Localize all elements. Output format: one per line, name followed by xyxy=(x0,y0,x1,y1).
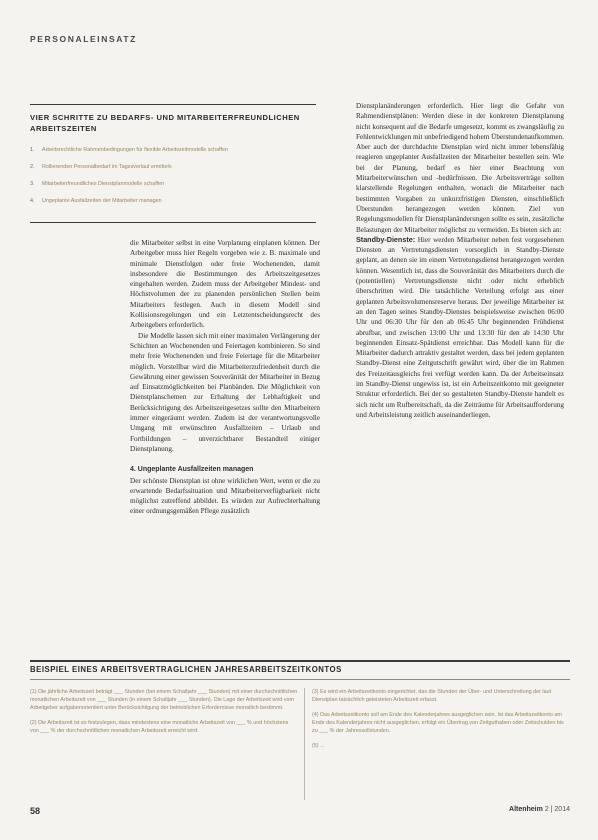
list-item: 2. Rollierenden Personalbedarf im Tagesverlauf ermitteln xyxy=(30,164,172,170)
box-bottom-rule xyxy=(30,222,316,223)
list-item: 3. Mitarbeiterfreundliches Dienstplanmodelle schaffen xyxy=(30,181,165,187)
clause: (2) Die Arbeitszeit ist so festzulegen, dass mindestens eine monatliche Arbeitszeit von ___ % und höchstens von ___ % der durchschnittlichen monatlichen Arbeitszeit erreicht wird. xyxy=(30,720,289,734)
steps-list xyxy=(30,146,316,205)
paragraph: die Mitarbeiter selbst in eine Vorplanung einplanen können. Der Arbeitgeber muss hier Regeln vorgeben wie z. B. maximale und minimale Dienstfolgen oder freie Wochenenden, damit insbesondere die Bestimmungen des Arbeitszeitgesetzes eingehalten werden. Zudem muss der Arbeitgeber Mindest- und Höchstvolumen der zu planenden persönlichen Stellen beim Mitarbeiters festlegen. Auch in diesem Modell sind Kollisionsregelungen und ein Letztentscheidungsrecht des Arbeitgebers erforderlich. xyxy=(130,239,320,330)
list-item: 4. Ungeplante Ausfallzeiten der Mitarbeiter managen xyxy=(30,198,162,204)
clause: (5) ... xyxy=(312,743,325,749)
bottom-box-right-column xyxy=(312,688,570,757)
subheading: 4. Ungeplante Ausfallzeiten managen xyxy=(130,466,254,474)
bottom-box-title: BEISPIEL EINES ARBEITSVERTRAGLICHEN JAHRESARBEITSZEITKONTOS xyxy=(30,665,342,674)
magazine-name: Altenheim xyxy=(509,806,543,813)
clause: (4) Das Arbeitszeitkonto soll am Ende des Kalenderjahres ausgeglichen sein. Ist das Arbeitszeitkonto am Ende des Kalenderjahres nicht ausgeglichen, erfolgt ein Übertrag von Zeitguthaben oder Zeitschulden bis zu ___ % der Jahressollstunden. xyxy=(312,712,564,734)
runin-heading: Standby-Dienste: xyxy=(356,234,416,244)
paragraph: Standby-Dienste: Hier werden Mitarbeiter neben fest vorgesehenen Diensten an Vertretungsdiensten vorsorglich in Standby-Dienste geplant, an denen sie im einem Vertretungsdienst herangezogen werden können. Wesentlich ist, dass die Souveränität des Mitarbeiters durch die (potentiellen) Vertretungsdienste nicht oder nicht erheblich überschritten wird. Die tatsächliche Verteilung erfolgt aus einer geplanten Arbeitsvolumensreserve heraus. Der jeweilige Mitarbeiter ist an den Tagen seines Standby-Dienstes beispielsweise zwischen 06:00 Uhr und 06:30 Uhr für den ab 06:45 Uhr beginnenden Frühdienst abrufbar, und zwischen 13:00 Uhr und 13:30 für den ab 14:30 Uhr beginnenden Einsatz-Spätdienst erreichbar. Das Modell kann für die Mitarbeiter dadurch attraktiv gestaltet werden, dass bei jedem geplanten Standby-Dienst eine Zeitgutschrift gewährt wird, über die im Rahmen des Freizeitausgleichs frei verfügt werden kann. Da der Arbeitseinsatz im Standby-Dienst ungewiss ist, ist ein Arbeitszeitkonto mit geeigneter Struktur erforderlich. Bei der so gestalteten Standby-Dienste handelt es sich nicht um Rufbereitschaft, da die Zeiträume für Arbeitsaufforderung und Arbeitsleistung zeitlich auseinanderliegen. xyxy=(356,234,564,419)
issue-number: 2 | 2014 xyxy=(544,806,570,813)
body-column-1 xyxy=(130,238,320,517)
page-number: 58 xyxy=(30,806,41,816)
paragraph: Dienstplanänderungen erforderlich. Hier liegt die Gefahr von Rahmendienstplänen: Werden diese in der konkreten Dienstplanung nicht konsequent auf die Bedarfe umgesetzt, kommt es zwangsläufig zu Fehlentwicklungen mit unbefriedigend hohem Überstundenaufkommen. Aber auch der durchdachte Dienstplan wird nicht immer lebensfähig reagieren ungeplanter Ausfallzeiten der Mitarbeiter bestellen sein. Wie bei der Planung, bedarf es hier einer Beachtung von Mitarbeiterwünschen und -bedürfnissen. Die Arbeitsverträge sollten klarstellende Regelungen enthalten, wonach die Mitarbeiter nach bestimmten Vorgaben zu unkurzfristigen Diensten, einschließlich Überstunden herangezogen werden können. Ziel von Regelungsmodellen für Dienstplanänderungen sollte es sein, zusätzliche Belastungen der Mitarbeiter möglichst zu vermeiden. Es bieten sich an: xyxy=(356,102,564,234)
box-top-rule xyxy=(30,104,316,105)
footer-magazine xyxy=(509,806,570,813)
bottom-box-left-column xyxy=(30,688,298,742)
clause: (3) Es wird ein Arbeitszeitkonto eingerichtet, das die Stunden der Über- und Unterschreitung der laut Dienstplan tatsächlich geleisteten Arbeitszeit erfasst. xyxy=(312,689,552,703)
section-label: PERSONALEINSATZ xyxy=(30,34,137,44)
clause: (1) Die jährliche Arbeitszeit beträgt ___ Stunden (bei einem Schaltjahr ___ Stunden) mit einer durchschnittlichen monatlichen Arbeitszeit von ___ Stunden (in einem Schaltjahr ___ Stunden). Die Lage der Arbeitszeit wird vom Arbeitgeber aufgabenorientiert unter Berücksichtigung der betrieblichen Erfordernisse monatlich bestimmt. xyxy=(30,689,298,711)
steps-box-title: VIER SCHRITTE ZU BEDARFS- UND MITARBEITERFREUNDLICHEN ARBEITSZEITEN xyxy=(30,113,300,133)
list-item: 1. Arbeitsrechtliche Rahmenbedingungen für flexible Arbeitszeitmodelle schaffen xyxy=(30,147,228,153)
bottom-box-top-rule xyxy=(30,660,570,662)
column-divider xyxy=(304,688,305,800)
body-column-2 xyxy=(356,101,564,420)
bottom-box-title-rule xyxy=(30,679,570,680)
paragraph: Der schönste Dienstplan ist ohne wirklichen Wert, wenn er die zu erwartende Bedarfssituation und Mitarbeiterverfügbarkeit nicht möglichst zutreffend abbildet. Es würden zur Aufrechterhaltung einer ordnungsgemäßen Pflege zusätzlich xyxy=(130,476,320,516)
steps-box xyxy=(30,113,316,214)
paragraph: Die Modelle lassen sich mit einer maximalen Verlängerung der Schichten an Wochenenden und Feiertagen kombinieren. So sind mehr freie Wochenenden und freie Feiertage für die Mitarbeiter möglich. Vorstellbar wird die Mitarbeiterzufriedenheit durch die Gewährung einer gewissen Souveränität der Mitarbeiter in Bezug auf Einsatzmöglichkeiten bei Planbänden. Die Möglichkeit von Dienstplanschemen zur Erhaltung der Lebhaftigkeit und Berücksichtigung des Arbeitszeitgesetzes sollte den Mitarbeitern immer eingeräumt werden. Zudem ist der verantwortungsvolle Umgang mit erwünschten Ausfallzeiten – Urlaub und Fortbildungen – unverzichtbarer Bestandteil einiger Dienstplanung. xyxy=(130,331,320,453)
